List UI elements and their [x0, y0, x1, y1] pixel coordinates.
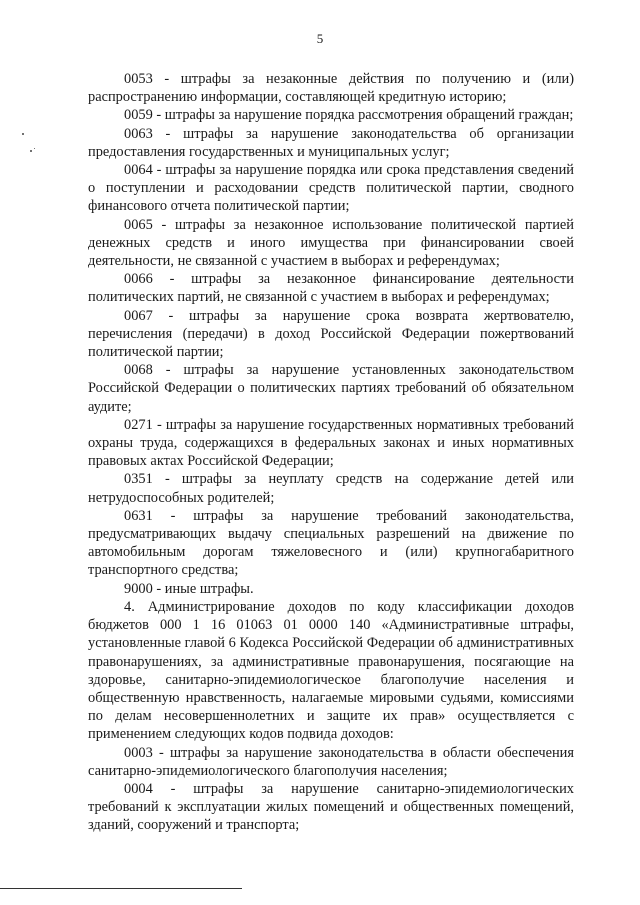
paragraph-code-0067: 0067 - штрафы за нарушение срока возврата жертвователю, перечисления (передачи) в доход Российской Федерации пожертвований политической партии; [88, 307, 574, 361]
paragraph-code-0004: 0004 - штрафы за нарушение санитарно-эпидемиологических требований к эксплуатации жилых помещений и общественных помещений, зданий, сооружений и транспорта; [88, 780, 574, 834]
paragraph-code-0271: 0271 - штрафы за нарушение государственных нормативных требований охраны труда, содержащихся в федеральных законах и иных нормативных правовых актах Российской Федерации; [88, 416, 574, 470]
paragraph-code-0066: 0066 - штрафы за незаконное финансирование деятельности политических партий, не связанной с участием в выборах и референдумах; [88, 271, 574, 306]
footer-rule [0, 888, 242, 889]
scan-speck [30, 150, 32, 152]
paragraph-code-9000: 9000 - иные штрафы. [124, 580, 254, 597]
document-body [88, 70, 574, 835]
paragraph-code-0631: 0631 - штрафы за нарушение требований законодательства, предусматривающих выдачу специальных разрешений на движение по автомобильным дорогам тяжеловесного и (или) крупногабаритного транспортного средства; [88, 507, 574, 579]
page-number: 5 [316, 31, 324, 46]
paragraph-code-0351: 0351 - штрафы за неуплату средств на содержание детей или нетрудоспособных родителей; [88, 471, 574, 506]
paragraph-code-0053: 0053 - штрафы за незаконные действия по получению и (или) распространению информации, составляющей кредитную историю; [88, 71, 574, 106]
paragraph-code-0068: 0068 - штрафы за нарушение установленных законодательством Российской Федерации о политических партиях требований об обязательном аудите; [88, 362, 574, 415]
paragraph-code-0059: 0059 - штрафы за нарушение порядка рассмотрения обращений граждан; [124, 107, 574, 124]
paragraph-section-4: 4. Администрирование доходов по коду классификации доходов бюджетов 000 1 16 01063 01 0000 140 «Административные штрафы, установленные главой 6 Кодекса Российской Федерации об административных правонарушениях, за административные правонарушения, посягающие на здоровье, санитарно-эпидемиологическое благополучие населения и общественную нравственность, налагаемые мировыми судьями, комиссиями по делам несовершеннолетних и защите их прав» осуществляется с применением следующих кодов подвида доходов: [88, 598, 574, 743]
paragraph-code-0063: 0063 - штрафы за нарушение законодательства об организации предоставления государственных и муниципальных услуг; [88, 125, 574, 160]
scan-speck [22, 133, 24, 135]
paragraph-code-0065: 0065 - штрафы за незаконное использование политической партией денежных средств и иного имущества при финансировании своей деятельности, не связанной с участием в выборах и референдумах; [88, 216, 574, 270]
paragraph-code-0003: 0003 - штрафы за нарушение законодательства в области обеспечения санитарно-эпидемиологического благополучия населения; [88, 744, 574, 779]
scan-speck [34, 148, 35, 149]
paragraph-code-0064: 0064 - штрафы за нарушение порядка или срока представления сведений о поступлении и расходовании средств политической партии, сводного финансового отчета политической партии; [88, 162, 574, 215]
